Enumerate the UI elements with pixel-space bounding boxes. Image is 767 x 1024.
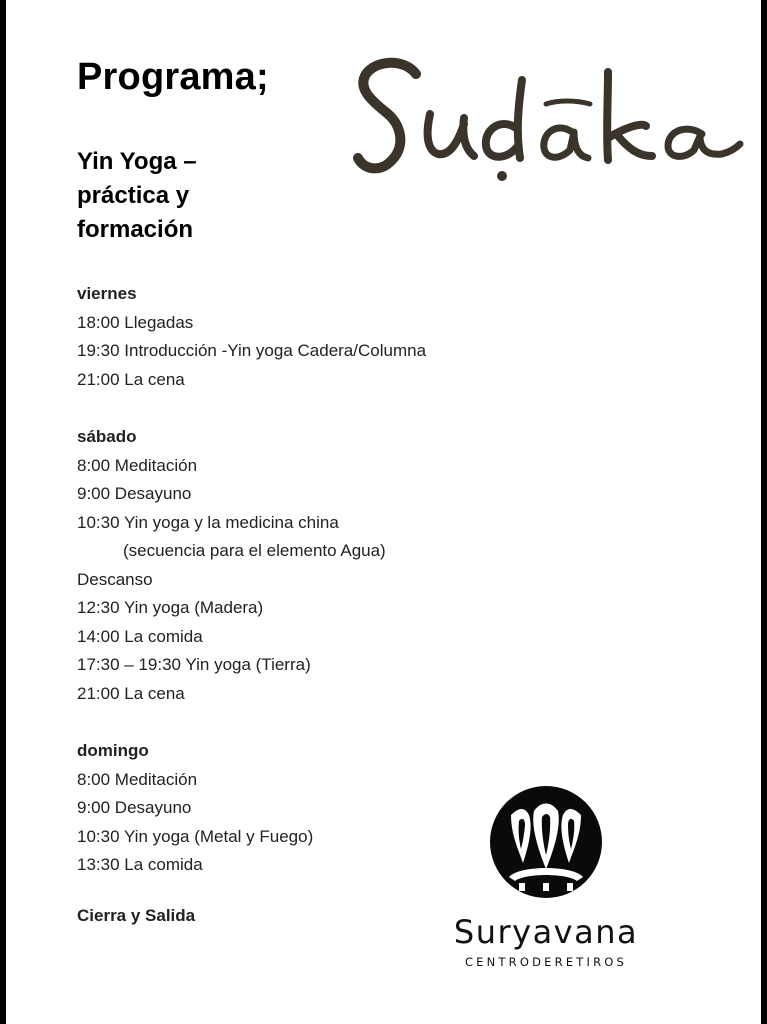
closing-note: Cierra y Salida <box>77 906 196 925</box>
schedule-entry: 21:00 La cena <box>77 683 185 703</box>
schedule-entry: 9:00 Desayuno <box>77 798 192 817</box>
schedule-entry: 8:00 Meditación <box>77 455 198 475</box>
lotus-flame-emblem-icon <box>489 785 603 899</box>
subtitle-line: formación <box>77 216 194 243</box>
schedule-entry: 8:00 Meditación <box>77 769 198 789</box>
program-page <box>6 0 761 1024</box>
day-heading: domingo <box>77 741 149 760</box>
schedule-entry-note: (secuencia para el elemento Agua) <box>123 541 386 560</box>
schedule-entry: 21:00 La cena <box>77 369 185 389</box>
schedule-entry: 14:00 La comida <box>77 626 203 646</box>
subtitle-line: Yin Yoga – <box>77 148 197 175</box>
schedule-entry: 13:30 La comida <box>77 855 203 874</box>
page-title: Programa; <box>77 56 269 98</box>
schedule-entry: 12:30 Yin yoga (Madera) <box>77 598 264 617</box>
venue-name: Suryavana <box>453 913 639 951</box>
day-heading: sábado <box>77 427 137 446</box>
day-heading: viernes <box>77 284 137 303</box>
sudaka-logo <box>346 52 746 192</box>
schedule-entry: 19:30 Introducción -Yin yoga Cadera/Columna <box>77 341 427 360</box>
schedule-entry: 17:30 – 19:30 Yin yoga (Tierra) <box>77 655 311 674</box>
program-subtitle <box>77 145 337 247</box>
schedule-entry: 9:00 Desayuno <box>77 484 192 503</box>
schedule-entry: Descanso <box>77 569 153 589</box>
day-block-sabado <box>77 423 537 708</box>
day-block-viernes <box>77 280 537 394</box>
subtitle-line: práctica y <box>77 182 190 209</box>
venue-tagline: CENTRODERETIROS <box>464 955 628 969</box>
suryavana-logo <box>446 785 646 985</box>
schedule-entry: 18:00 Llegadas <box>77 312 194 332</box>
schedule-entry: 10:30 Yin yoga (Metal y Fuego) <box>77 826 314 846</box>
schedule-entry: 10:30 Yin yoga y la medicina china <box>77 512 339 532</box>
